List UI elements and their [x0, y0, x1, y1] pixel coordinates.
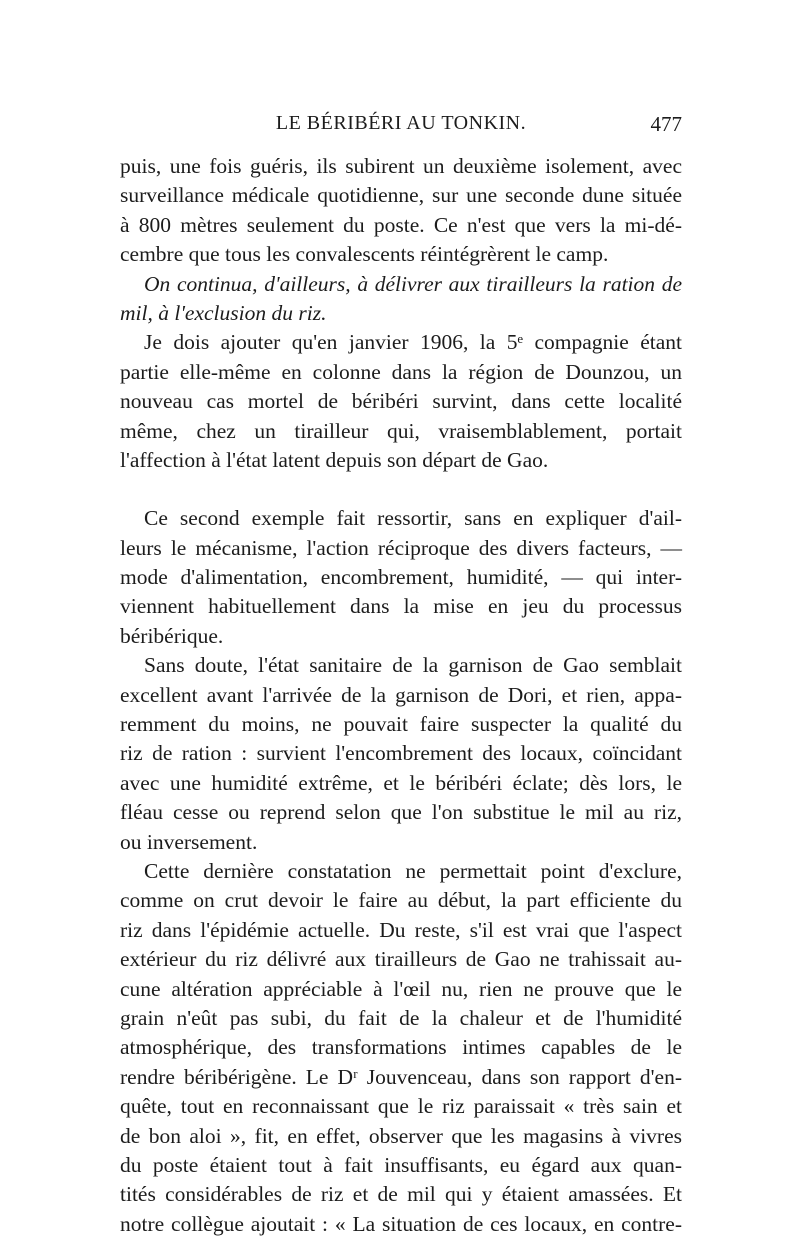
text-line: leurs le mécanisme, l'action réciproque des divers facteurs, —: [120, 535, 682, 560]
text-line: excellent avant l'arrivée de la garnison de Dori, et rien, appa-: [120, 682, 682, 707]
text-line: remment du moins, ne pouvait faire suspecter la qualité du: [120, 712, 682, 737]
text-line: mil, à l'exclusion du riz.: [120, 300, 327, 325]
text-line: avec une humidité extrême, et le béribéri éclate; dès lors, le: [120, 770, 682, 795]
text-line: comme on crut devoir le faire au début, la part efficiente du: [120, 888, 682, 913]
running-title: LE BÉRIBÉRI AU TONKIN.: [275, 112, 527, 134]
text-line: riz de ration : survient l'encombrement des locaux, coïncidant: [120, 741, 682, 766]
text-line: surveillance médicale quotidienne, sur une seconde dune située: [120, 183, 682, 208]
text-line: Ce second exemple fait ressortir, sans en expliquer d'ail-: [144, 506, 682, 531]
text-line: cembre que tous les convalescents réintégrèrent le camp.: [120, 242, 609, 267]
text-line: extérieur du riz délivré aux tirailleurs de Gao ne trahissait au-: [120, 947, 682, 972]
text-line: béribérique.: [120, 623, 224, 648]
paragraph: [120, 504, 682, 651]
paragraph: [120, 857, 682, 1239]
text-line: viennent habituellement dans la mise en jeu du processus: [120, 594, 682, 619]
text-line: atmosphérique, des transformations intimes capables de le: [120, 1035, 682, 1060]
paragraph: [120, 152, 682, 270]
text-line: Je dois ajouter qu'en janvier 1906, la 5ᵉ compagnie étant: [144, 330, 682, 355]
section-gap: [120, 475, 682, 504]
text-line: quête, tout en reconnaissant que le riz paraissait « très sain et: [120, 1094, 682, 1119]
text-line: rendre béribérigène. Le Dʳ Jouvenceau, dans son rapport d'en-: [120, 1064, 682, 1089]
text-line: grain n'eût pas subi, du fait de la chaleur et de l'humidité: [120, 1005, 682, 1030]
text-line: fléau cesse ou reprend selon que l'on substitue le mil au riz,: [120, 800, 682, 825]
text-line: à 800 mètres seulement du poste. Ce n'est que vers la mi-dé-: [120, 212, 682, 237]
text-line: Cette dernière constatation ne permettait point d'exclure,: [144, 858, 682, 883]
text-line: l'affection à l'état latent depuis son départ de Gao.: [120, 447, 549, 472]
text-line: cune altération appréciable à l'œil nu, rien ne prouve que le: [120, 976, 682, 1001]
paragraph: [120, 651, 682, 857]
text-line: Sans doute, l'état sanitaire de la garnison de Gao semblait: [144, 653, 682, 678]
text-line: partie elle-même en colonne dans la région de Dounzou, un: [120, 359, 682, 384]
page-number: 477: [650, 112, 682, 136]
text-line: de bon aloi », fit, en effet, observer que les magasins à vivres: [120, 1123, 682, 1148]
text-line: tités considérables de riz et de mil qui y étaient amassées. Et: [120, 1182, 682, 1207]
italic-paragraph: [120, 270, 682, 329]
text-line: On continua, d'ailleurs, à délivrer aux tirailleurs la ration de: [144, 271, 682, 296]
text-line: riz dans l'épidémie actuelle. Du reste, s'il est vrai que l'aspect: [120, 917, 682, 942]
page-header: [120, 112, 682, 146]
text-line: notre collègue ajoutait : « La situation de ces locaux, en contre-: [120, 1211, 682, 1236]
paragraph: [120, 328, 682, 475]
text-line: même, chez un tirailleur qui, vraisemblablement, portait: [120, 418, 682, 443]
text-line: nouveau cas mortel de béribéri survint, dans cette localité: [120, 389, 682, 414]
body-text: [120, 152, 682, 1239]
text-line: mode d'alimentation, encombrement, humidité, — qui inter-: [120, 565, 682, 590]
text-line: du poste étaient tout à fait insuffisants, eu égard aux quan-: [120, 1152, 682, 1177]
text-line: ou inversement.: [120, 829, 258, 854]
text-line: puis, une fois guéris, ils subirent un deuxième isolement, avec: [120, 154, 682, 178]
